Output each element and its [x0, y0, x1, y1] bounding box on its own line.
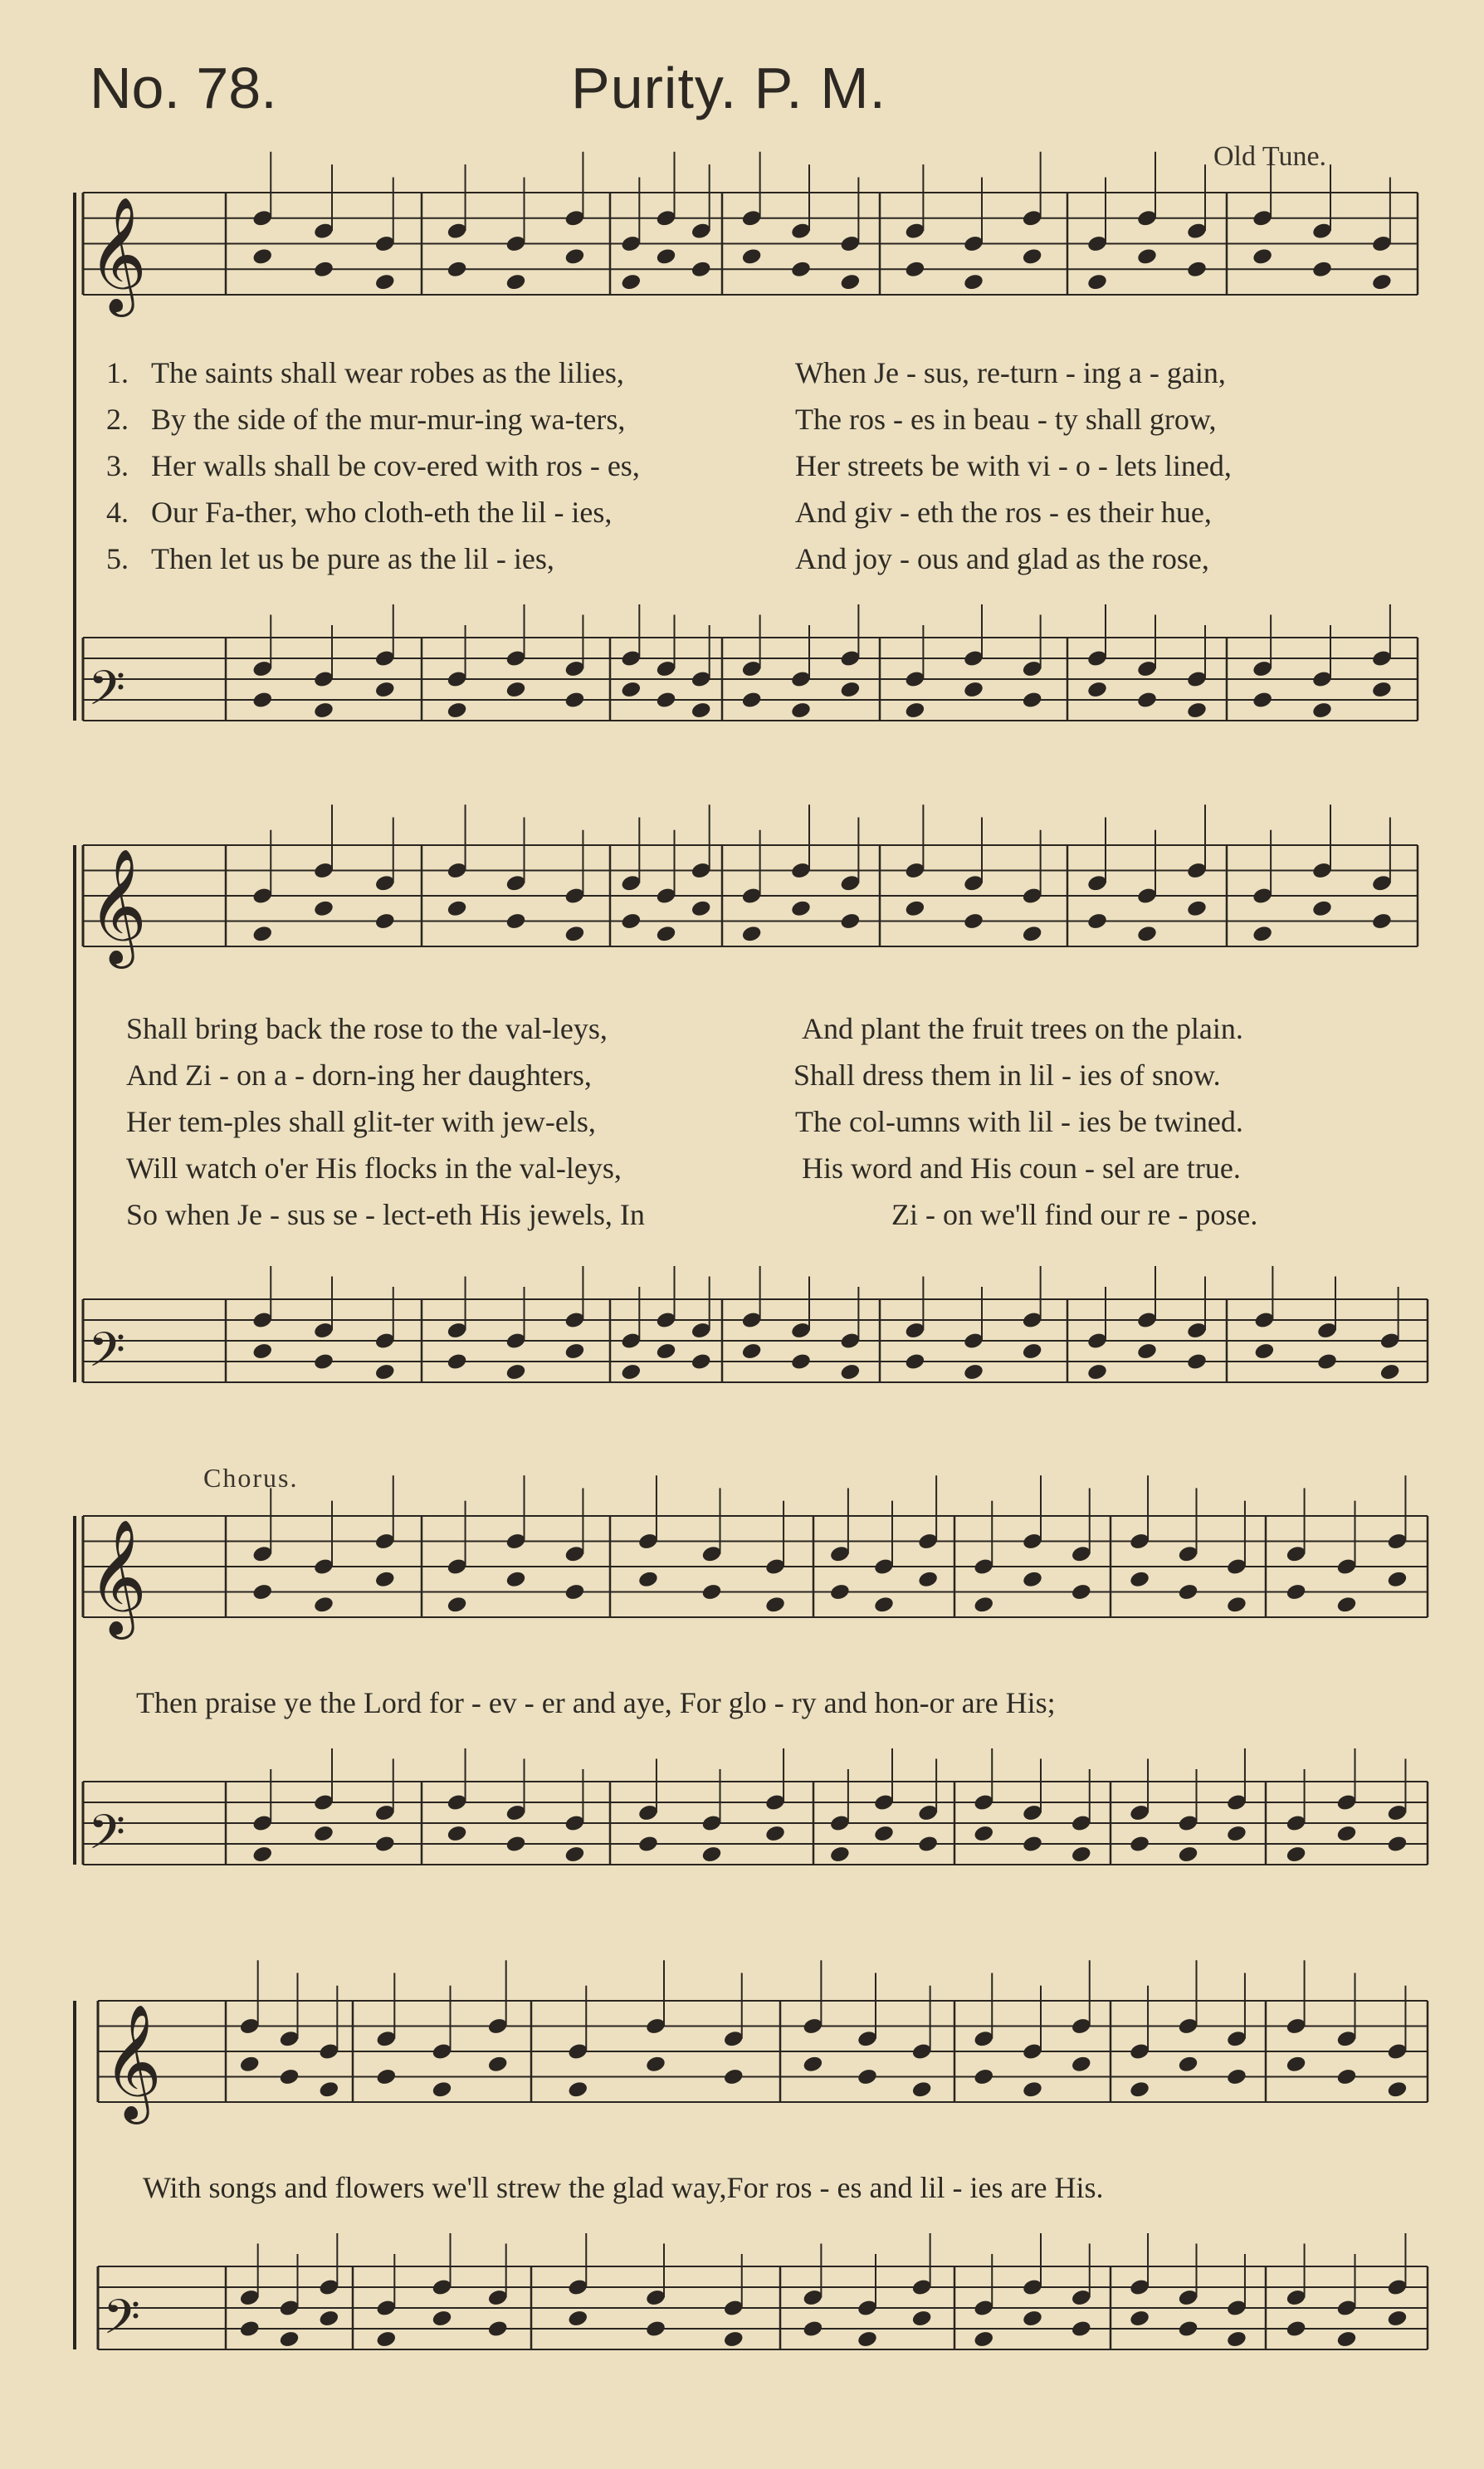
notehead — [645, 2320, 666, 2339]
verse-line: The col-umns with lil - ies be twined. — [795, 1105, 1243, 1138]
bass-clef: 𝄢 — [88, 1804, 126, 1872]
notehead — [790, 899, 812, 918]
notehead — [1285, 1845, 1306, 1864]
notehead — [790, 701, 812, 720]
notehead — [1386, 2080, 1408, 2099]
notehead — [1252, 924, 1273, 943]
notehead — [1252, 247, 1273, 266]
verse-line: Her streets be with vi - o - lets lined, — [795, 449, 1232, 482]
notehead — [655, 1342, 676, 1361]
chorus-line: With songs and flowers we'll strew the glad way,For ros - es and lil - ies are His. — [143, 2171, 1104, 2204]
notehead — [1371, 912, 1393, 931]
notehead — [318, 2309, 339, 2328]
notehead — [1071, 2055, 1092, 2074]
notehead — [1022, 1835, 1043, 1854]
notehead — [1129, 2309, 1150, 2328]
notehead — [1129, 1835, 1150, 1854]
notehead — [1022, 1570, 1043, 1589]
notehead — [904, 899, 925, 918]
notehead — [655, 691, 676, 710]
notehead — [1129, 1570, 1150, 1589]
notehead — [873, 1595, 895, 1614]
notehead — [505, 1570, 526, 1589]
notehead — [251, 1342, 273, 1361]
notehead — [839, 912, 861, 931]
verse-line: When Je - sus, re-turn - ing a - gain, — [795, 356, 1226, 389]
notehead — [1136, 924, 1158, 943]
notehead — [446, 260, 467, 279]
chorus-label: Chorus. — [203, 1463, 299, 1493]
notehead — [239, 2055, 261, 2074]
notehead — [1177, 2055, 1198, 2074]
notehead — [251, 1582, 273, 1601]
verse-line: His word and His coun - sel are true. — [802, 1151, 1241, 1185]
notehead — [278, 2330, 300, 2349]
notehead — [963, 272, 984, 291]
notehead — [1022, 1342, 1043, 1361]
verse-number: 4. — [106, 496, 129, 529]
notehead — [1285, 2320, 1306, 2339]
notehead — [741, 691, 763, 710]
notehead — [691, 1352, 712, 1371]
notehead — [313, 1824, 334, 1843]
notehead — [723, 2067, 744, 2086]
verse-line: Her walls shall be cov-ered with ros - es, — [151, 449, 640, 482]
notehead — [251, 924, 273, 943]
notehead — [802, 2055, 823, 2074]
notehead — [446, 1824, 467, 1843]
notehead — [278, 2067, 300, 2086]
notehead — [802, 2320, 823, 2339]
notehead — [1311, 701, 1333, 720]
notehead — [620, 680, 642, 699]
verse-number: 5. — [106, 542, 129, 575]
notehead — [917, 1835, 939, 1854]
notehead — [701, 1582, 722, 1601]
notehead — [620, 272, 642, 291]
notehead — [1285, 2055, 1306, 2074]
notehead — [313, 899, 334, 918]
notehead — [487, 2055, 509, 2074]
bass-clef: 𝄢 — [88, 660, 126, 728]
hymn-title: Purity. P. M. — [571, 56, 886, 120]
notehead — [655, 924, 676, 943]
notehead — [1252, 691, 1273, 710]
notehead — [374, 1570, 396, 1589]
notehead — [1311, 260, 1333, 279]
notehead — [691, 260, 712, 279]
notehead — [1022, 691, 1043, 710]
verse-line: Zi - on we'll find our re - pose. — [891, 1198, 1258, 1231]
notehead — [1129, 2080, 1150, 2099]
notehead — [239, 2320, 261, 2339]
verse-line: Shall bring back the rose to the val-leys, — [126, 1012, 608, 1045]
notehead — [839, 680, 861, 699]
notehead — [1071, 1845, 1092, 1864]
notehead — [1311, 899, 1333, 918]
notehead — [873, 1824, 895, 1843]
notehead — [1371, 272, 1393, 291]
notehead — [431, 2309, 452, 2328]
notehead — [1285, 1582, 1306, 1601]
notehead — [911, 2309, 933, 2328]
bass-clef: 𝄢 — [88, 1322, 126, 1390]
notehead — [1022, 2309, 1043, 2328]
notehead — [723, 2330, 744, 2349]
verse-line: Her tem-ples shall glit-ter with jew-els, — [126, 1105, 596, 1138]
verse-line: Shall dress them in lil - ies of snow. — [793, 1058, 1221, 1092]
notehead — [1186, 1352, 1208, 1371]
notehead — [1371, 680, 1393, 699]
notehead — [1226, 1824, 1247, 1843]
notehead — [1186, 260, 1208, 279]
verse-number: 1. — [106, 356, 129, 389]
verse-number: 3. — [106, 449, 129, 482]
notehead — [446, 1352, 467, 1371]
notehead — [1086, 912, 1108, 931]
notehead — [973, 1595, 994, 1614]
notehead — [963, 912, 984, 931]
notehead — [857, 2067, 878, 2086]
notehead — [1071, 1582, 1092, 1601]
notehead — [904, 701, 925, 720]
notehead — [904, 260, 925, 279]
verse-line: Will watch o'er His flocks in the val-leys, — [126, 1151, 622, 1185]
notehead — [764, 1595, 786, 1614]
notehead — [446, 701, 467, 720]
notehead — [637, 1835, 659, 1854]
notehead — [374, 912, 396, 931]
verse-line: And joy - ous and glad as the rose, — [795, 542, 1209, 575]
notehead — [374, 272, 396, 291]
notehead — [1086, 272, 1108, 291]
notehead — [741, 924, 763, 943]
notehead — [567, 2309, 588, 2328]
notehead — [741, 247, 763, 266]
notehead — [505, 912, 526, 931]
notehead — [1335, 1824, 1357, 1843]
notehead — [1335, 2330, 1357, 2349]
notehead — [1186, 899, 1208, 918]
notehead — [691, 701, 712, 720]
notehead — [904, 1352, 925, 1371]
notehead — [1335, 2067, 1357, 2086]
notehead — [857, 2330, 878, 2349]
notehead — [1086, 680, 1108, 699]
notehead — [1379, 1362, 1401, 1381]
verse-line: And giv - eth the ros - es their hue, — [795, 496, 1212, 529]
notehead — [374, 1362, 396, 1381]
notehead — [251, 691, 273, 710]
verse-line: Our Fa-ther, who cloth-eth the lil - ies, — [151, 496, 613, 529]
verse-line: By the side of the mur-mur-ing wa-ters, — [151, 403, 626, 436]
notehead — [1335, 1595, 1357, 1614]
notehead — [701, 1845, 722, 1864]
notehead — [1136, 247, 1158, 266]
notehead — [839, 1362, 861, 1381]
verse-line: Then let us be pure as the lil - ies, — [151, 542, 554, 575]
notehead — [313, 1595, 334, 1614]
notehead — [374, 1835, 396, 1854]
notehead — [1071, 2320, 1092, 2339]
notehead — [917, 1570, 939, 1589]
notehead — [620, 1362, 642, 1381]
notehead — [1022, 924, 1043, 943]
notehead — [1316, 1352, 1338, 1371]
notehead — [564, 247, 585, 266]
notehead — [637, 1570, 659, 1589]
verse-line: And plant the fruit trees on the plain. — [802, 1012, 1243, 1045]
verse-line: The ros - es in beau - ty shall grow, — [795, 403, 1217, 436]
notehead — [446, 899, 467, 918]
notehead — [620, 912, 642, 931]
treble-clef: 𝄞 — [103, 2004, 162, 2119]
treble-clef: 𝄞 — [88, 1519, 147, 1635]
verse-line: The saints shall wear robes as the lilies, — [151, 356, 624, 389]
notehead — [564, 1845, 585, 1864]
notehead — [1136, 691, 1158, 710]
notehead — [645, 2055, 666, 2074]
notehead — [251, 1845, 273, 1864]
verse-line: So when Je - sus se - lect-eth His jewels, In — [126, 1198, 645, 1231]
notehead — [973, 2067, 994, 2086]
notehead — [691, 899, 712, 918]
notehead — [1226, 2330, 1247, 2349]
notehead — [313, 260, 334, 279]
notehead — [318, 2080, 339, 2099]
notehead — [564, 924, 585, 943]
notehead — [564, 691, 585, 710]
notehead — [1022, 247, 1043, 266]
hymn-number: No. 78. — [90, 56, 277, 120]
notehead — [505, 1362, 526, 1381]
notehead — [251, 247, 273, 266]
notehead — [313, 701, 334, 720]
notehead — [1177, 1582, 1198, 1601]
notehead — [764, 1824, 786, 1843]
notehead — [505, 1835, 526, 1854]
chorus-line: Then praise ye the Lord for - ev - er and aye, For glo - ry and hon-or are His; — [136, 1686, 1056, 1719]
verse-number: 2. — [106, 403, 129, 436]
treble-clef: 𝄞 — [88, 197, 147, 312]
notehead — [741, 1342, 763, 1361]
verse-line: And Zi - on a - dorn-ing her daughters, — [126, 1058, 592, 1092]
notehead — [1226, 2067, 1247, 2086]
notehead — [1253, 1342, 1275, 1361]
notehead — [1386, 1835, 1408, 1854]
notehead — [375, 2330, 397, 2349]
notehead — [1022, 2080, 1043, 2099]
notehead — [374, 680, 396, 699]
tune-credit: Old Tune. — [1213, 141, 1327, 172]
notehead — [564, 1582, 585, 1601]
notehead — [1386, 2309, 1408, 2328]
notehead — [567, 2080, 588, 2099]
notehead — [790, 260, 812, 279]
notehead — [1226, 1595, 1247, 1614]
notehead — [963, 1362, 984, 1381]
notehead — [829, 1582, 851, 1601]
notehead — [1086, 1362, 1108, 1381]
notehead — [564, 1342, 585, 1361]
notehead — [505, 680, 526, 699]
notehead — [973, 2330, 994, 2349]
notehead — [839, 272, 861, 291]
notehead — [487, 2320, 509, 2339]
notehead — [375, 2067, 397, 2086]
notehead — [1386, 1570, 1408, 1589]
notehead — [963, 680, 984, 699]
notehead — [431, 2080, 452, 2099]
notehead — [313, 1352, 334, 1371]
treble-clef: 𝄞 — [88, 848, 147, 964]
notehead — [790, 1352, 812, 1371]
notehead — [655, 247, 676, 266]
notehead — [829, 1845, 851, 1864]
notehead — [1136, 1342, 1158, 1361]
notehead — [973, 1824, 994, 1843]
notehead — [505, 272, 526, 291]
bass-clef: 𝄢 — [103, 2289, 141, 2357]
notehead — [446, 1595, 467, 1614]
notehead — [1177, 1845, 1198, 1864]
notehead — [1177, 2320, 1198, 2339]
notehead — [1186, 701, 1208, 720]
notehead — [911, 2080, 933, 2099]
